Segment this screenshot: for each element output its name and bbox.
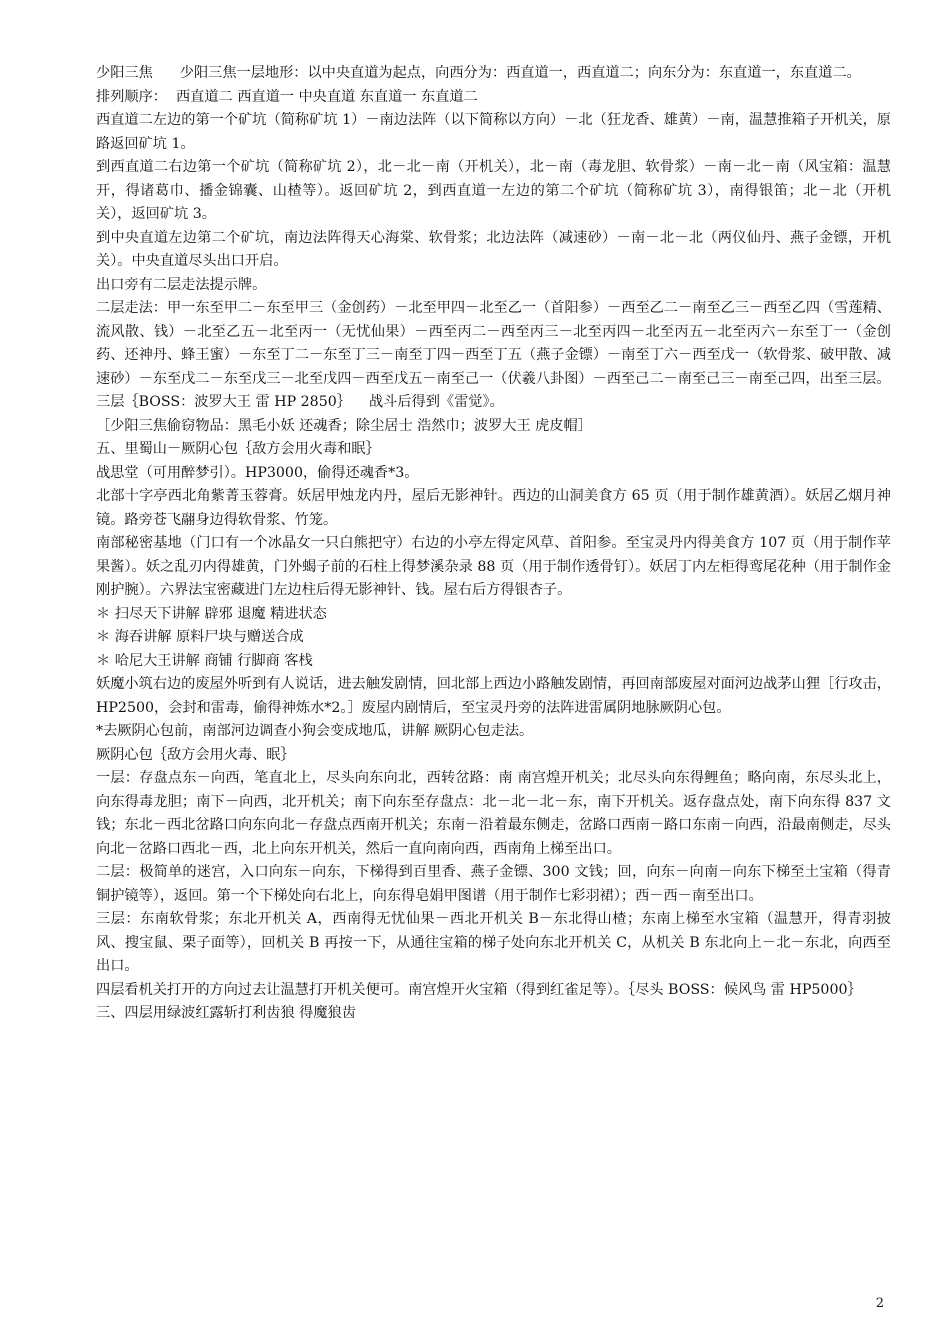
page-number: 2	[875, 1296, 884, 1311]
paragraph-mine-2: 到西直道二右边第一个矿坑（简称矿坑 2），北－北－南（开机关），北－南（毒龙胆、软骨浆）－南－北－南（风宝箱：温慧开，得诸葛巾、播金锦囊、山楂等）。返回矿坑 2，到西直道一左边的第二个矿坑（简称矿坑 3），南得银笛；北－北（开机关），返回矿坑 3。	[96, 159, 891, 222]
paragraph-floor-3-boss: 三层｛BOSS：波罗大王 雷 HP 2850｝ 战斗后得到《雷觉》。	[96, 394, 504, 410]
paragraph-order: 排列顺序： 西直道二 西直道一 中央直道 东直道一 东直道二	[96, 88, 478, 105]
paragraph-maoshan-fox: 妖魔小筑右边的废屋外听到有人说话，进去触发剧情，回北部上西边小路触发剧情，再回南部废屋对面河边战茅山狸［行攻击，HP2500，会封和雷毒，偷得神炼水*2。］废屋内剧情后，至宝灵丹旁的法阵进雷属阴地脉厥阴心包。	[96, 676, 891, 716]
paragraph-level-2: 二层：极简单的迷宫，入口向东－向东，下梯得到百里香、燕子金镖、300 文钱；回，向东－向南－向东下梯至土宝箱（得青铜护镜等），返回。第一个下梯处向右北上，向东得皂娟甲图谱（用于制作七彩羽裙）；西－西－南至出口。	[96, 864, 891, 904]
paragraph-shaoyang-layout: 少阳三焦 少阳三焦一层地形：以中央直道为起点，向西分为：西直道一，西直道二；向东分为：东直道一，东直道二。	[96, 65, 861, 81]
paragraph-exit-sign: 出口旁有二层走法提示牌。	[96, 276, 267, 293]
paragraph-central-road: 到中央直道左边第二个矿坑，南边法阵得天心海棠、软骨浆；北边法阵（减速砂）－南－北－北（两仪仙丹、燕子金镖，开机关）。中央直道尽头出口开启。	[96, 229, 891, 269]
section-heading-jueyin-palace: 厥阴心包｛敌方会用火毒、眠｝	[96, 746, 295, 763]
paragraph-steal-items: ［少阳三焦偷窃物品：黑毛小妖 还魂香；除尘居士 浩然巾；波罗大王 虎皮帽］	[96, 417, 592, 434]
paragraph-mine-1: 西直道二左边的第一个矿坑（简称矿坑 1）－南边法阵（以下简称以方向）－北（狂龙香、雄黄）－南，温慧推箱子开机关，原路返回矿坑 1。	[96, 112, 891, 152]
paragraph-level-4: 四层看机关打开的方向过去让温慧打开机关便可。南宫煌开火宝箱（得到红雀足等）。｛尽头 BOSS：候风鸟 雷 HP5000｝	[96, 981, 862, 998]
list-item-tutorial-2: ＊ 海吞讲解 原料尸块与赠送合成	[96, 629, 304, 645]
paragraph-zhansitang: 战思堂（可用醉梦引）。HP3000，偷得还魂香*3。	[96, 464, 419, 481]
paragraph-level-1: 一层：存盘点东－向西，笔直北上，尽头向东向北，西转岔路：南 南宫煌开机关；北尽头向东得鲤鱼；略向南，东尽头北上，向东得毒龙胆；南下－向西，北开机关；南下向东至存盘点：北－北－北－东，南下开机关。返存盘点处，南下向东得 837 文钱；东北－西北岔路口向东向北－存盘点西南开机关；东南－沿着最东侧走，岔路口西南－路口东南－向西，沿最南侧走，尽头向北－岔路口西北－西，北上向东开机关，然后一直向南向西，西南角上梯至出口。	[96, 770, 891, 857]
paragraph-north-area: 北部十字亭西北角紫菁玉蓉膏。妖居甲烛龙内丹，屋后无影神针。西边的山洞美食方 65 页（用于制作雄黄酒）。妖居乙烟月神镜。路旁苍飞翮身边得软骨浆、竹笼。	[96, 488, 891, 528]
document-body	[96, 62, 891, 1026]
paragraph-floor-2-route: 二层走法：甲一东至甲二－东至甲三（金创药）－北至甲四－北至乙一（首阳参）－西至乙二－南至乙三－西至乙四（雪莲精、流风散、钱）－北至乙五－北至丙一（无忧仙果）－西至丙二－西至丙三－北至丙四－北至丙五－北至丙六－东至丁一（金创药、还神丹、蜂王蜜）－东至丁二－东至丁三－南至丁四－西至丁五（燕子金镖）－南至丁六－西至戊一（软骨浆、破甲散、减速砂）－东至戊二－东至戊三－北至戊四－西至戊五－南至己一（伏羲八卦图）－西至己二－南至己三－南至己四，出至三层。	[96, 300, 891, 387]
list-item-tutorial-3: ＊ 哈尼大王讲解 商铺 行脚商 客栈	[96, 652, 313, 669]
section-heading-jueyin: 五、里蜀山－厥阴心包｛敌方会用火毒和眠｝	[96, 441, 380, 457]
paragraph-level-3: 三层：东南软骨浆；东北开机关 A，西南得无忧仙果－西北开机关 B－东北得山楂；东南上梯至水宝箱（温慧开，得青羽披风、搜宝鼠、栗子面等），回机关 B 再按一下，从通往宝箱的梯子处向东北开机关 C，从机关 B 东北向上－北－东北，向西至出口。	[96, 911, 891, 974]
paragraph-wolf-tooth: 三、四层用绿波红露斩打利齿狼 得魔狼齿	[96, 1005, 356, 1021]
paragraph-note-dog: *去厥阴心包前，南部河边调查小狗会变成地瓜，讲解 厥阴心包走法。	[96, 723, 534, 739]
paragraph-south-base: 南部秘密基地（门口有一个冰晶女一只白熊把守）右边的小亭左得定风草、首阳参。至宝灵丹内得美食方 107 页（用于制作苹果酱）。妖之乱刃内得雄黄，门外蝎子前的石柱上得梦溪杂录 88 页（用于制作透骨钉）。妖居丁内左柜得鸾尾花种（用于制作金刚护腕）。六界法宝密藏进门左边柱后得无影神针、钱。屋右后方得银杏子。	[96, 535, 891, 598]
list-item-tutorial-1: ＊ 扫尽天下讲解 辟邪 退魔 精进状态	[96, 605, 327, 622]
